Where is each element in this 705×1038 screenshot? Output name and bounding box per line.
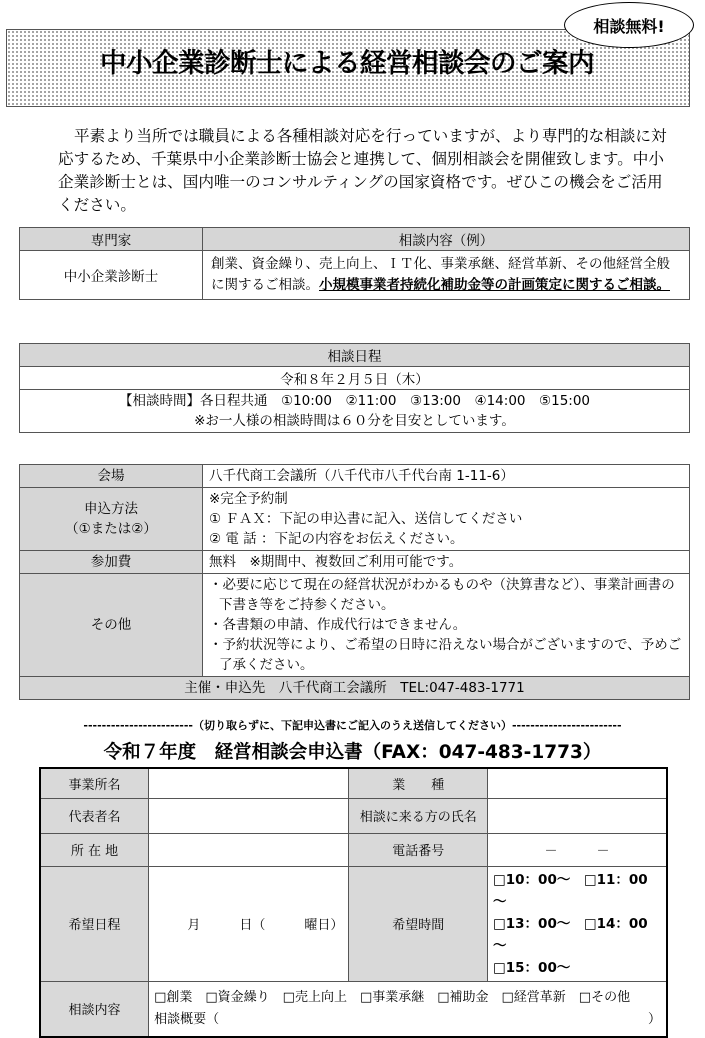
content-header: 相談内容（例） [203,228,690,251]
apply-label-cell [20,488,203,551]
industry-field[interactable] [488,768,667,798]
other-label: その他 [20,574,203,677]
content-options[interactable]: □創業 □資金繰り □売上向上 □事業承継 □補助金 □経営革新 □その他 [154,989,631,1005]
application-form [39,767,668,1038]
content-options-cell[interactable] [149,981,667,1037]
other-note: ・予約状況等により、ご希望の日時に沿えない場合がございますので、予めご了承ください。 [209,637,682,673]
attendee-label: 相談に来る方の氏名 [349,798,488,833]
time-label: 希望時間 [349,866,488,981]
representative-label: 代表者名 [40,798,149,833]
attendee-field[interactable] [488,798,667,833]
schedule-times: 【相談時間】各日程共通 ①10:00 ②11:00 ③13:00 ④14:00 ⑤15:00 [118,393,591,409]
apply-line: ② 電 話 ：下記の内容をお伝えください。 [209,531,464,547]
content-cell [203,251,690,300]
form-title: 令和７年度 経営相談会申込書（FAX：047-483-1773） [103,742,602,763]
date-label: 希望日程 [40,866,149,981]
content-text: 創業、資金繰り、売上向上、ＩＴ化、事業承継、経営革新、その他経営全般に関するご相談。 [211,256,670,293]
fee-value: 無料 ※期間中、複数回ご利用可能です。 [203,551,690,574]
apply-sublabel: （①または②） [65,521,157,537]
summary-label: 相談概要（ [154,1011,220,1027]
address-field[interactable] [149,833,349,866]
time-option-row[interactable]: □10：00～ □11：00～ [493,871,648,910]
phone-label: 電話番号 [349,833,488,866]
summary-close: ） [647,1011,661,1027]
other-note: ・必要に応じて現在の経営状況がわかるものや（決算書など）、事業計画書の下書き等をご持参ください。 [209,577,675,613]
venue-value: 八千代商工会議所（八千代市八千代台南 1-11-6） [203,465,690,488]
venue-label: 会場 [20,465,203,488]
schedule-note: ※お一人様の相談時間は６０分を目安としています。 [194,413,515,429]
fee-label: 参加費 [20,551,203,574]
schedule-date: 令和８年２月５日（木） [20,367,690,390]
representative-field[interactable] [149,798,349,833]
time-options[interactable] [488,866,667,981]
time-option-row[interactable]: □15：00～ [493,959,571,976]
schedule-table [19,343,690,433]
business-name-label: 事業所名 [40,768,149,798]
phone-field[interactable]: － － [488,833,667,866]
details-table [19,464,690,700]
schedule-header: 相談日程 [20,344,690,367]
time-option-row[interactable]: □13：00～ □14：00～ [493,915,648,954]
date-field[interactable]: 月 日（ 曜日） [149,866,349,981]
content-label: 相談内容 [40,981,149,1037]
apply-methods [203,488,690,551]
summary-line[interactable] [154,1009,661,1031]
intro-paragraph: 平素より当所では職員による各種相談対応を行っていますが、より専門的な相談に対応するため、千葉県中小企業診断士協会と連携して、個別相談会を開催致します。中小企業診断士とは、国内唯一のコンサルティングの国家資格です。ぜひこの機会をご活用ください。 [58,127,667,214]
schedule-times-cell [20,390,690,433]
organizer-footer: 主催・申込先 八千代商工会議所 TEL:047-483-1771 [20,677,690,700]
apply-label: 申込方法 [84,501,138,517]
other-note: ・各書類の申請、作成代行はできません。 [209,617,467,633]
address-label: 所 在 地 [40,833,149,866]
cut-line: ------------------------（切り取らずに、下記申込書にご記入のうえ送信してください）------------------------ [83,719,622,732]
industry-label: 業 種 [349,768,488,798]
other-notes [203,574,690,677]
free-consultation-badge: 相談無料! [564,2,694,48]
business-name-field[interactable] [149,768,349,798]
expert-name: 中小企業診断士 [20,251,203,300]
page-title: 中小企業診断士による経営相談会のご案内 [100,47,594,79]
apply-line: ※完全予約制 [209,491,288,507]
expert-table [19,227,690,300]
apply-line: ① ＦＡＸ：下記の申込書に記入、送信してください [209,511,523,527]
content-highlight: 小規模事業者持続化補助金等の計画策定に関するご相談。 [319,277,670,293]
expert-header: 専門家 [20,228,203,251]
